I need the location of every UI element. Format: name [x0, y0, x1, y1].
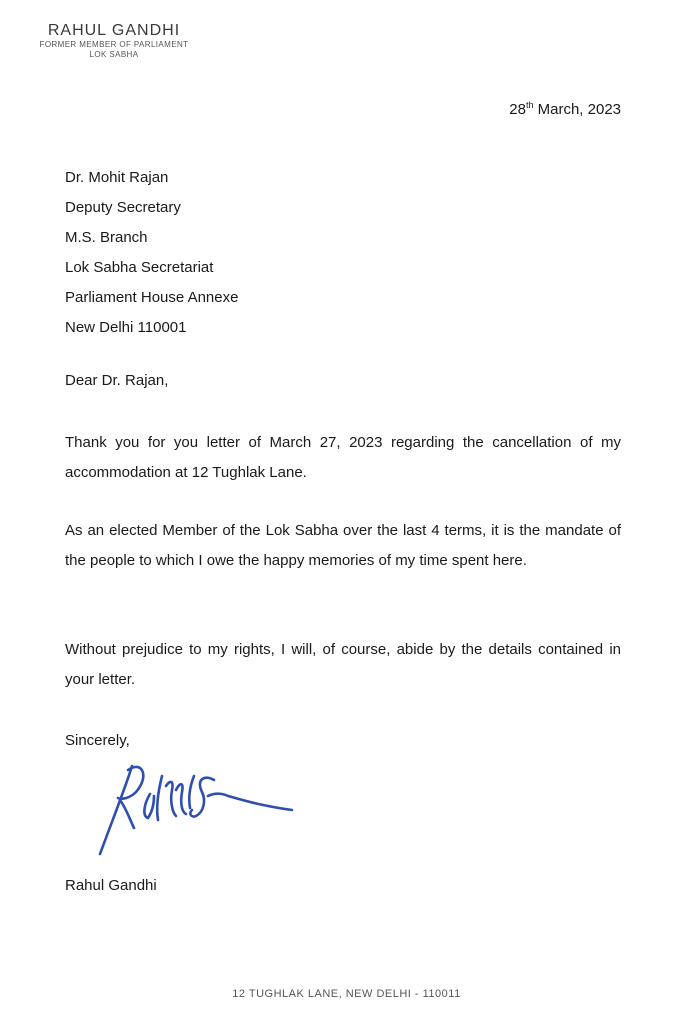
- recipient-branch: M.S. Branch: [65, 229, 148, 246]
- signature-icon: [92, 756, 302, 856]
- closing: Sincerely,: [65, 732, 130, 749]
- recipient-name: Dr. Mohit Rajan: [65, 169, 169, 186]
- body-paragraph-1: Thank you for you letter of March 27, 2023 regarding the cancellation of my accommodation at 12 Tughlak Lane.: [65, 434, 621, 481]
- date-suffix: th: [525, 100, 534, 110]
- body-paragraph-2: As an elected Member of the Lok Sabha over the last 4 terms, it is the mandate of the people to which I owe the happy memories of my time spent here.: [65, 522, 621, 569]
- date-rest: March, 2023: [533, 101, 621, 118]
- recipient-office: Lok Sabha Secretariat: [65, 259, 214, 276]
- letterhead-footer-address: 12 TUGHLAK LANE, NEW DELHI - 110011: [232, 988, 461, 1000]
- letterhead-title: FORMER MEMBER OF PARLIAMENT: [39, 40, 189, 49]
- letterhead-name: RAHUL GANDHI: [47, 22, 181, 39]
- salutation: Dear Dr. Rajan,: [65, 372, 169, 389]
- letterhead-house: LOK SABHA: [89, 50, 139, 59]
- date-day: 28: [509, 101, 526, 118]
- recipient-building: Parliament House Annexe: [65, 289, 239, 306]
- letter-date: [509, 100, 621, 118]
- signer-name: Rahul Gandhi: [65, 877, 157, 894]
- recipient-address: [65, 163, 238, 343]
- handwritten-signature: [92, 756, 302, 861]
- body-paragraph-3: Without prejudice to my rights, I will, of course, abide by the details contained in your letter.: [65, 641, 621, 688]
- recipient-city: New Delhi 110001: [65, 319, 187, 336]
- recipient-designation: Deputy Secretary: [65, 199, 181, 216]
- letterhead: [24, 22, 204, 60]
